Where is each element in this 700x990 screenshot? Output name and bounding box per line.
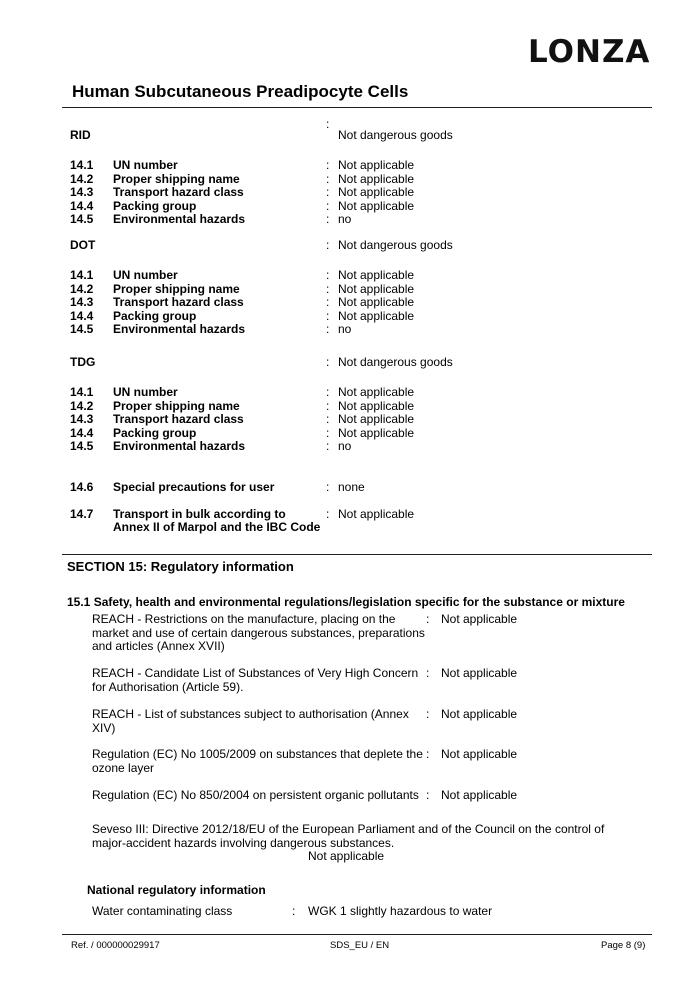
row-number: 14.5 (70, 322, 94, 336)
regulation-value: Not applicable (441, 747, 518, 761)
row-number: 14.1 (70, 385, 94, 399)
colon: : (326, 480, 330, 494)
row-number: 14.5 (70, 439, 94, 453)
dot-value: Not dangerous goods (338, 238, 453, 252)
colon: : (326, 355, 330, 369)
lonza-logo: LONZA (528, 34, 651, 70)
row-number: 14.3 (70, 185, 94, 199)
row-label: Transport hazard class (113, 412, 244, 426)
rid-value: Not dangerous goods (338, 128, 453, 142)
row-value: Not applicable (338, 282, 415, 296)
regulation-line: REACH - List of substances subject to authorisation (Annex (92, 707, 409, 721)
row-label: Environmental hazards (113, 212, 246, 226)
row-number: 14.5 (70, 212, 94, 226)
row-label: Proper shipping name (113, 172, 240, 186)
row-value: Not applicable (338, 295, 415, 309)
colon: : (326, 385, 330, 399)
row-label: Environmental hazards (113, 322, 246, 336)
row-number: 14.1 (70, 158, 94, 172)
colon: : (326, 268, 330, 282)
row-number: 14.2 (70, 282, 94, 296)
row-value: Not applicable (338, 199, 415, 213)
row-label: UN number (113, 158, 178, 172)
row-value: Not applicable (338, 268, 415, 282)
row-value: Not applicable (338, 399, 415, 413)
colon: : (326, 295, 330, 309)
water-class-value: WGK 1 slightly hazardous to water (308, 904, 493, 918)
special-precautions-value: none (338, 480, 365, 494)
bulk-transport-number: 14.7 (70, 507, 94, 521)
footer-ref: Ref. / 000000029917 (71, 940, 160, 951)
colon: : (326, 199, 330, 213)
footer-divider (62, 934, 652, 935)
row-number: 14.2 (70, 399, 94, 413)
row-value: Not applicable (338, 172, 415, 186)
colon: : (326, 412, 330, 426)
row-label: UN number (113, 268, 178, 282)
colon: : (326, 238, 330, 252)
row-label: Packing group (113, 309, 197, 323)
regulation-value: Not applicable (441, 707, 518, 721)
row-number: 14.4 (70, 309, 94, 323)
regulation-line: REACH - Restrictions on the manufacture, placing on the (92, 612, 396, 626)
row-label: Packing group (113, 199, 197, 213)
header-divider (62, 107, 652, 108)
regulation-line: for Authorisation (Article 59). (92, 680, 244, 694)
colon: : (326, 439, 330, 453)
colon: : (426, 666, 430, 680)
regulation-line: REACH - Candidate List of Substances of Very High Concern (92, 666, 419, 680)
regulation-value: Not applicable (441, 788, 518, 802)
colon: : (426, 612, 430, 626)
section-divider (62, 554, 652, 555)
row-number: 14.3 (70, 412, 94, 426)
colon: : (326, 309, 330, 323)
colon: : (326, 185, 330, 199)
section-15-1-subtitle: 15.1 Safety, health and environmental regulations/legislation specific for the substance or mixture (67, 595, 625, 609)
row-value: no (338, 322, 352, 336)
bulk-transport-label-line1: Transport in bulk according to (113, 507, 286, 521)
footer-page-number: Page 8 (9) (601, 940, 646, 951)
water-class-label: Water contaminating class (92, 904, 233, 918)
row-label: Proper shipping name (113, 282, 240, 296)
colon: : (426, 747, 430, 761)
bulk-transport-label-line2: Annex II of Marpol and the IBC Code (113, 520, 321, 534)
special-precautions-label: Special precautions for user (113, 480, 275, 494)
national-regulatory-title: National regulatory information (87, 883, 266, 897)
row-label: Transport hazard class (113, 185, 244, 199)
colon: : (326, 322, 330, 336)
seveso-line2: major-accident hazards involving dangerous substances. (92, 836, 395, 850)
seveso-line1: Seveso III: Directive 2012/18/EU of the European Parliament and of the Council on the control of (92, 822, 605, 836)
row-value: Not applicable (338, 309, 415, 323)
row-value: Not applicable (338, 385, 415, 399)
row-number: 14.4 (70, 426, 94, 440)
row-label: UN number (113, 385, 178, 399)
row-number: 14.4 (70, 199, 94, 213)
colon: : (326, 117, 330, 131)
row-value: Not applicable (338, 412, 415, 426)
regulation-line: Regulation (EC) No 1005/2009 on substances that deplete the (92, 747, 423, 761)
special-precautions-number: 14.6 (70, 480, 94, 494)
colon: : (292, 904, 296, 918)
colon: : (326, 507, 330, 521)
tdg-label: TDG (70, 355, 96, 369)
row-value: Not applicable (338, 185, 415, 199)
row-number: 14.2 (70, 172, 94, 186)
row-label: Environmental hazards (113, 439, 246, 453)
row-value: no (338, 212, 352, 226)
seveso-value: Not applicable (308, 849, 385, 863)
section-15-title: SECTION 15: Regulatory information (67, 559, 294, 574)
colon: : (326, 172, 330, 186)
row-number: 14.1 (70, 268, 94, 282)
colon: : (326, 158, 330, 172)
row-label: Proper shipping name (113, 399, 240, 413)
regulation-value: Not applicable (441, 666, 518, 680)
colon: : (426, 788, 430, 802)
colon: : (326, 426, 330, 440)
rid-label: RID (70, 128, 91, 142)
colon: : (426, 707, 430, 721)
bulk-transport-value: Not applicable (338, 507, 415, 521)
colon: : (326, 399, 330, 413)
regulation-line: XIV) (92, 721, 116, 735)
tdg-value: Not dangerous goods (338, 355, 453, 369)
colon: : (326, 212, 330, 226)
document-title: Human Subcutaneous Preadipocyte Cells (72, 82, 409, 101)
row-value: Not applicable (338, 158, 415, 172)
regulation-value: Not applicable (441, 612, 518, 626)
row-label: Transport hazard class (113, 295, 244, 309)
row-value: Not applicable (338, 426, 415, 440)
row-label: Packing group (113, 426, 197, 440)
regulation-line: ozone layer (92, 761, 155, 775)
footer-sds-code: SDS_EU / EN (330, 940, 390, 951)
dot-label: DOT (70, 238, 96, 252)
row-number: 14.3 (70, 295, 94, 309)
row-value: no (338, 439, 352, 453)
colon: : (326, 282, 330, 296)
regulation-line: market and use of certain dangerous substances, preparations (92, 626, 425, 640)
regulation-line: Regulation (EC) No 850/2004 on persistent organic pollutants (92, 788, 419, 802)
regulation-line: and articles (Annex XVII) (92, 639, 225, 653)
